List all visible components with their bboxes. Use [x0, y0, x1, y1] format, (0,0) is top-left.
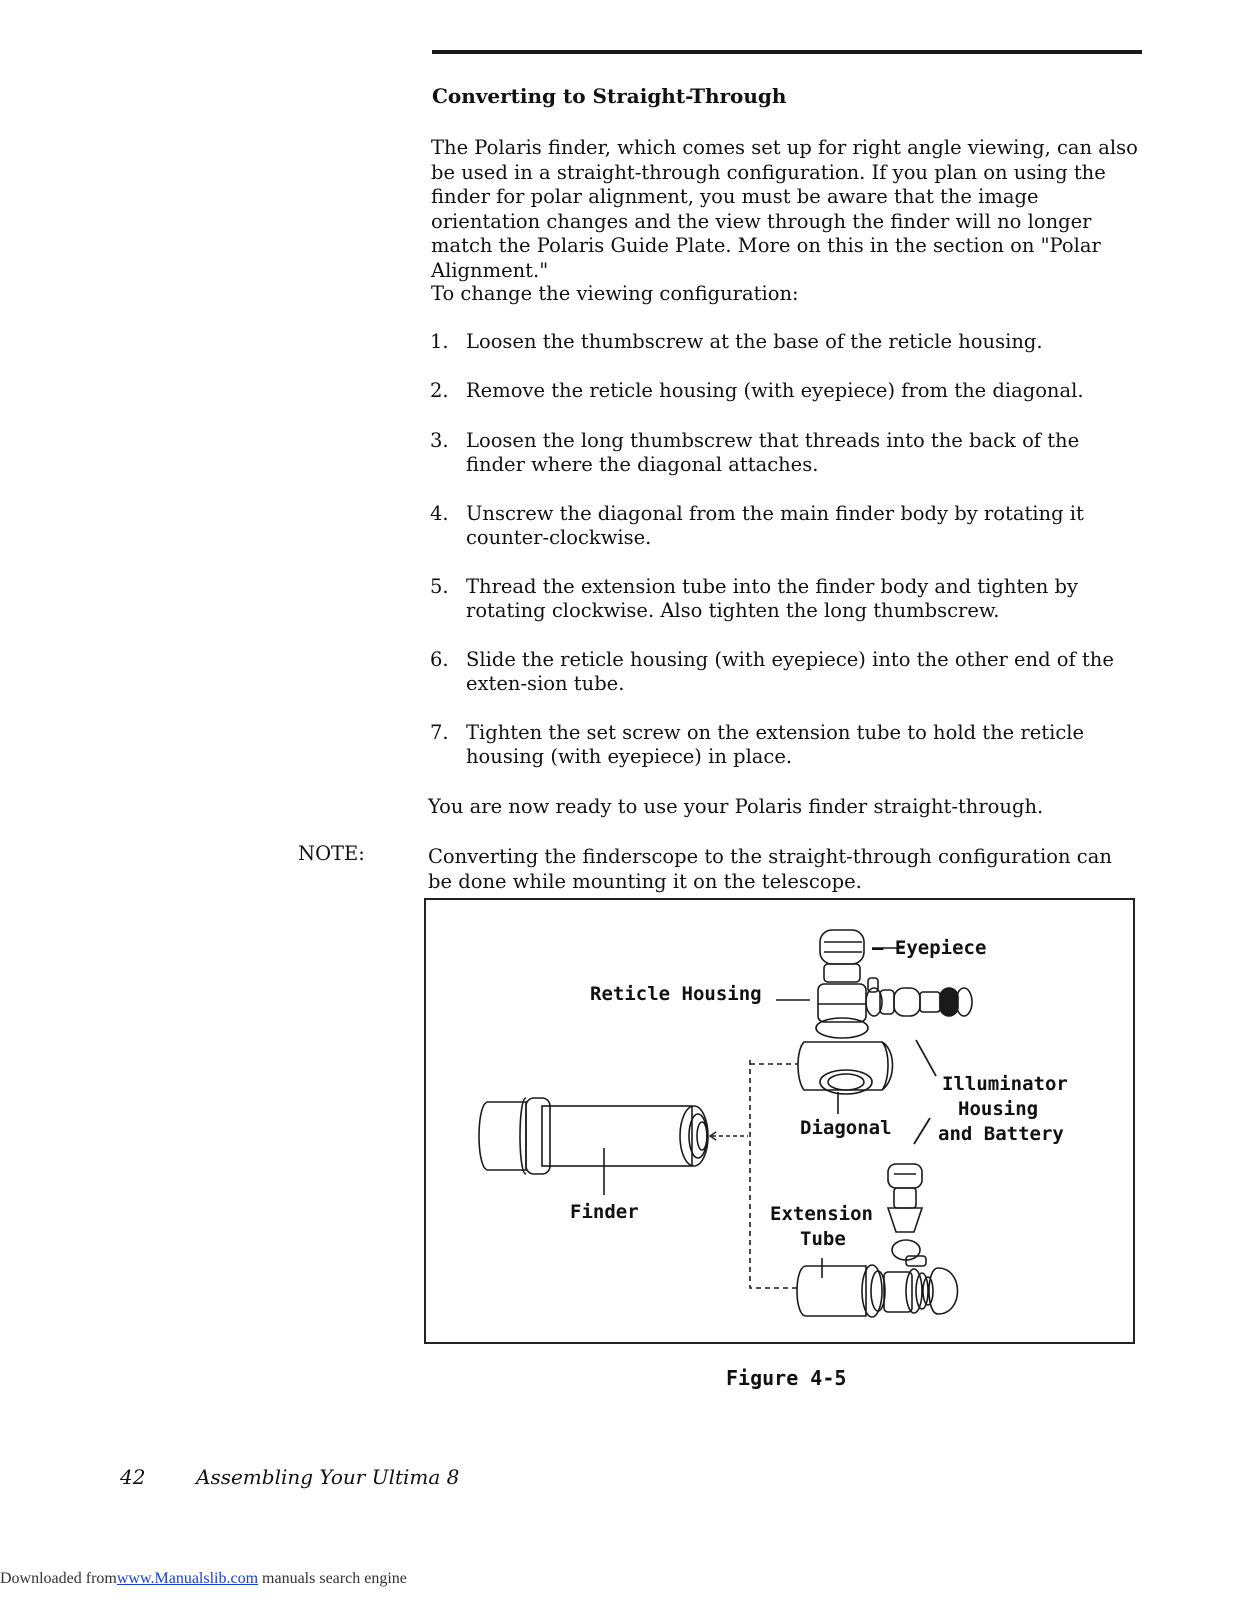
top-rule — [432, 50, 1142, 54]
manualslib-link[interactable]: www.Manualslib.com — [116, 1570, 259, 1587]
step-text: Slide the reticle housing (with eyepiece) into the other end of the exten-sion tube. — [466, 648, 1114, 695]
eyepiece-label: — Eyepiece — [872, 937, 987, 959]
step-number: 7. — [430, 721, 449, 744]
step-text: Loosen the long thumbscrew that threads into the back of the finder where the diagonal attaches. — [466, 429, 1080, 476]
download-notice — [0, 1570, 407, 1588]
step-number: 4. — [430, 502, 449, 525]
footer-title: Assembling Your Ultima 8 — [196, 1465, 460, 1489]
step-text: Unscrew the diagonal from the main finder body by rotating it counter-clockwise. — [466, 502, 1084, 549]
download-prefix: Downloaded from — [0, 1570, 117, 1587]
note-label: NOTE: — [298, 842, 365, 865]
extension-tube-label-line2: Tube — [800, 1228, 846, 1250]
reticle-housing-drawing — [776, 978, 878, 1022]
figure-caption: Figure 4-5 — [726, 1366, 847, 1390]
illuminator-drawing — [866, 988, 972, 1016]
step-number: 3. — [430, 429, 449, 452]
step-number: 5. — [430, 575, 449, 598]
finder-tube-drawing — [479, 1098, 708, 1195]
diagonal-label: Diagonal — [800, 1117, 892, 1139]
illuminator-label-line2: Housing — [958, 1098, 1039, 1120]
note-text: Converting the finderscope to the straight-through configuration can be done while mounting it on the telescope. — [428, 845, 1112, 893]
figure-4-5 — [424, 898, 1135, 1344]
page-number: 42 — [120, 1465, 146, 1489]
illuminator-battery-drawing — [888, 1164, 926, 1266]
intro-paragraph: The Polaris finder, which comes set up for right angle viewing, can also be used in a straight-through configuration. If you plan on using the finder for polar alignment, you must be aware that the image orientation changes and the view through the finder will no longer match the Polaris Guide Plate. More on this in the section on "Polar Alignment." — [431, 136, 1138, 282]
extension-tube-drawing — [797, 1258, 958, 1317]
section-heading: Converting to Straight-Through — [432, 84, 787, 108]
illuminator-label-line3: and Battery — [938, 1123, 1064, 1145]
download-suffix: manuals search engine — [258, 1570, 407, 1587]
finder-assembly-diagram — [426, 900, 1133, 1342]
step-number: 6. — [430, 648, 449, 671]
extension-tube-label-line1: Extension — [770, 1203, 873, 1225]
illuminator-label-line1: Illuminator — [942, 1073, 1068, 1095]
lead-paragraph: To change the viewing configuration: — [431, 282, 799, 305]
step-number: 2. — [430, 379, 449, 402]
step-text: Tighten the set screw on the extension tube to hold the reticle housing (with eyepiece) in place. — [466, 721, 1085, 768]
reticle-housing-label: Reticle Housing — [590, 983, 762, 1005]
step-number: 1. — [430, 330, 449, 353]
finder-label: Finder — [570, 1201, 639, 1223]
diagonal-drawing — [798, 1018, 893, 1114]
closing-paragraph: You are now ready to use your Polaris finder straight-through. — [428, 795, 1044, 818]
step-text: Loosen the thumbscrew at the base of the reticle housing. — [466, 330, 1043, 353]
step-text: Remove the reticle housing (with eyepiece) from the diagonal. — [466, 379, 1084, 402]
step-text: Thread the extension tube into the finder body and tighten by rotating clockwise. Also tighten the long thumbscrew. — [466, 575, 1079, 622]
